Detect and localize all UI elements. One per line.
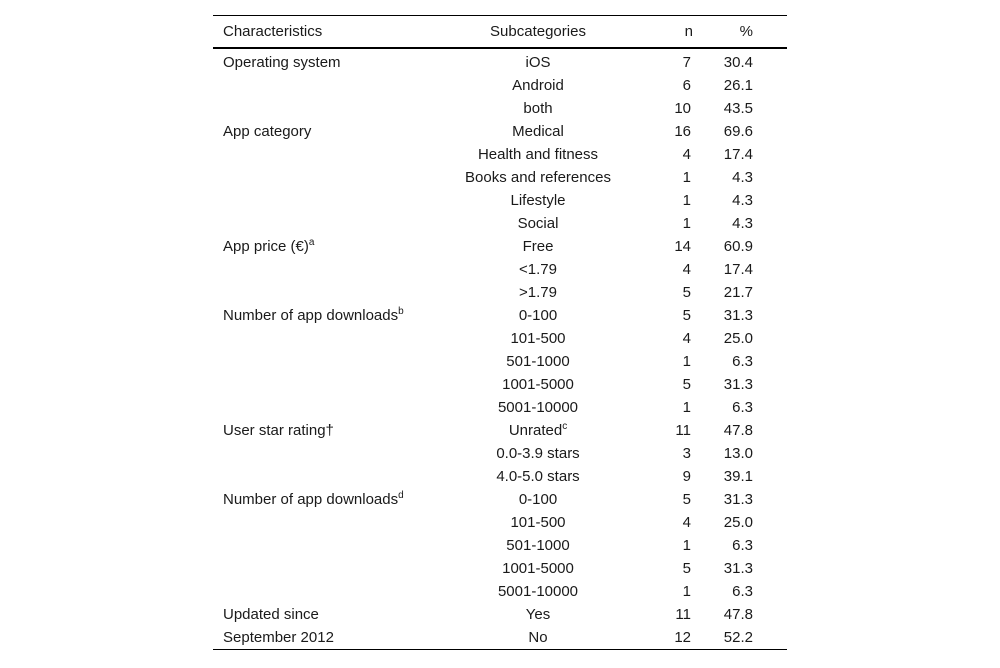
header-subcategories: Subcategories: [431, 16, 645, 48]
header-n: n: [645, 16, 709, 48]
characteristic-cell: [213, 603, 431, 626]
characteristic-cell: [213, 48, 431, 74]
subcategory-label: 101-500: [510, 513, 566, 531]
table-row: [213, 189, 787, 212]
characteristic-cell: [213, 120, 431, 143]
footnote-marker: c: [562, 420, 568, 432]
table-row: [213, 281, 787, 304]
percent-cell: 39.1: [723, 467, 753, 485]
count-cell: 4: [682, 329, 691, 347]
percent-cell: 31.3: [723, 490, 753, 508]
subcategory-label: 101-500: [510, 329, 566, 347]
subcategory-cell: [431, 258, 645, 281]
subcategory-cell: [431, 166, 645, 189]
footnote-marker: d: [398, 489, 404, 501]
percent-cell: 43.5: [723, 99, 753, 117]
characteristic-cell: [213, 396, 431, 419]
count-cell: 10: [674, 99, 691, 117]
subcategory-label: 0-100: [518, 490, 558, 508]
table-row: [213, 488, 787, 511]
subcategory-label: Health and fitness: [477, 145, 599, 163]
table-body: [213, 48, 787, 650]
characteristic-cell: [213, 166, 431, 189]
subcategory-label: Yes: [525, 605, 551, 623]
percent-cell: 6.3: [732, 536, 753, 554]
subcategory-cell: [431, 281, 645, 304]
table-row: [213, 419, 787, 442]
subcategory-cell: [431, 143, 645, 166]
characteristic-cell: [213, 74, 431, 97]
subcategory-label: No: [528, 628, 548, 646]
count-cell: 1: [682, 168, 691, 186]
table-row: [213, 603, 787, 626]
subcategory-label: 501-1000: [506, 352, 570, 370]
characteristic-cell: [213, 373, 431, 396]
header-percent: %: [709, 16, 787, 48]
table-row: [213, 442, 787, 465]
count-cell: 1: [682, 582, 691, 600]
header-characteristics: Characteristics: [213, 16, 431, 48]
count-cell: 5: [682, 306, 691, 324]
characteristic-cell: [213, 557, 431, 580]
percent-cell: 60.9: [723, 237, 753, 255]
subcategory-cell: [431, 396, 645, 419]
subcategory-cell: [431, 327, 645, 350]
subcategory-cell: [431, 120, 645, 143]
percent-cell: 4.3: [732, 168, 753, 186]
characteristic-label: Number of app downloads: [223, 306, 399, 324]
subcategory-label: Unrated: [508, 421, 563, 439]
characteristic-cell: [213, 143, 431, 166]
characteristic-cell: [213, 97, 431, 120]
subcategory-label: 4.0-5.0 stars: [496, 467, 580, 485]
percent-cell: 17.4: [723, 260, 753, 278]
characteristic-cell: [213, 511, 431, 534]
table-header: [213, 16, 787, 48]
characteristic-cell: [213, 626, 431, 650]
percent-cell: 30.4: [723, 53, 753, 71]
percent-cell: 31.3: [723, 306, 753, 324]
subcategory-label: 5001-10000: [497, 398, 579, 416]
subcategory-cell: [431, 603, 645, 626]
count-cell: 4: [682, 145, 691, 163]
count-cell: 1: [682, 398, 691, 416]
characteristics-table: [213, 15, 787, 650]
subcategory-label: 5001-10000: [497, 582, 579, 600]
count-cell: 14: [674, 237, 691, 255]
characteristic-cell: [213, 419, 431, 442]
subcategory-label: Social: [517, 214, 559, 232]
subcategory-cell: [431, 304, 645, 327]
characteristic-cell: [213, 534, 431, 557]
subcategory-cell: [431, 74, 645, 97]
subcategory-cell: [431, 48, 645, 74]
percent-cell: 21.7: [723, 283, 753, 301]
footnote-marker: a: [308, 236, 315, 248]
count-cell: 1: [682, 536, 691, 554]
subcategory-label: Android: [512, 76, 564, 94]
table-row: [213, 120, 787, 143]
percent-cell: 31.3: [723, 559, 753, 577]
count-cell: 5: [682, 375, 691, 393]
subcategory-cell: [431, 350, 645, 373]
table-row: [213, 350, 787, 373]
count-cell: 4: [682, 260, 691, 278]
characteristic-label: Number of app downloads: [223, 490, 399, 508]
count-cell: 5: [682, 490, 691, 508]
percent-cell: 25.0: [723, 329, 753, 347]
count-cell: 3: [682, 444, 691, 462]
subcategory-label: iOS: [525, 53, 551, 71]
characteristic-label: Updated since: [223, 605, 319, 623]
percent-cell: 6.3: [732, 398, 753, 416]
percent-cell: 47.8: [723, 421, 753, 439]
subcategory-cell: [431, 580, 645, 603]
table-row: [213, 74, 787, 97]
count-cell: 11: [675, 421, 691, 439]
percent-cell: 4.3: [732, 191, 753, 209]
table-row: [213, 511, 787, 534]
count-cell: 6: [682, 76, 691, 94]
subcategory-label: 501-1000: [506, 536, 570, 554]
characteristic-cell: [213, 281, 431, 304]
header-row: [213, 16, 787, 48]
subcategory-label: 1001-5000: [502, 375, 574, 393]
percent-cell: 4.3: [732, 214, 753, 232]
subcategory-label: both: [523, 99, 553, 117]
table-row: [213, 327, 787, 350]
subcategory-cell: [431, 465, 645, 488]
footnote-marker: b: [398, 305, 404, 317]
percent-cell: 25.0: [723, 513, 753, 531]
percent-cell: 52.2: [709, 626, 787, 650]
subcategory-label: Medical: [512, 122, 564, 140]
characteristic-label: User star rating†: [223, 421, 334, 439]
percent-cell: 69.6: [723, 122, 753, 140]
table-row: [213, 212, 787, 235]
percent-cell: 31.3: [723, 375, 753, 393]
subcategory-cell: [431, 419, 645, 442]
count-cell: 11: [675, 605, 691, 623]
characteristic-cell: [213, 580, 431, 603]
count-cell: 12: [645, 626, 709, 650]
characteristic-label: Operating system: [223, 53, 341, 71]
characteristic-cell: [213, 465, 431, 488]
characteristic-cell: [213, 488, 431, 511]
subcategory-label: 1001-5000: [502, 559, 574, 577]
characteristic-cell: [213, 304, 431, 327]
subcategory-cell: [431, 534, 645, 557]
characteristic-label: App price (€): [223, 237, 309, 255]
characteristic-label: September 2012: [223, 628, 334, 646]
percent-cell: 26.1: [723, 76, 753, 94]
characteristic-cell: [213, 235, 431, 258]
subcategory-cell: [431, 626, 645, 650]
subcategory-label: 0-100: [518, 306, 558, 324]
characteristic-cell: [213, 350, 431, 373]
table-row: [213, 166, 787, 189]
characteristic-cell: [213, 212, 431, 235]
subcategory-cell: [431, 189, 645, 212]
characteristic-label: App category: [223, 122, 312, 140]
subcategory-label: Books and references: [465, 168, 611, 186]
count-cell: 5: [682, 283, 691, 301]
table-row: [213, 373, 787, 396]
subcategory-cell: [431, 373, 645, 396]
count-cell: 1: [682, 352, 691, 370]
table-row: [213, 465, 787, 488]
count-cell: 16: [674, 122, 691, 140]
table-row: [213, 235, 787, 258]
characteristic-cell: [213, 442, 431, 465]
table-row: [213, 557, 787, 580]
characteristics-table-container: [213, 15, 787, 650]
subcategory-cell: [431, 511, 645, 534]
subcategory-label: <1.79: [519, 260, 557, 278]
subcategory-cell: [431, 212, 645, 235]
subcategory-cell: [431, 442, 645, 465]
percent-cell: 17.4: [723, 145, 753, 163]
table-row: [213, 626, 787, 650]
subcategory-cell: [431, 235, 645, 258]
characteristic-cell: [213, 258, 431, 281]
percent-cell: 13.0: [723, 444, 753, 462]
count-cell: 5: [682, 559, 691, 577]
table-row: [213, 534, 787, 557]
subcategory-label: Lifestyle: [510, 191, 566, 209]
percent-cell: 47.8: [723, 605, 753, 623]
subcategory-label: Free: [522, 237, 554, 255]
count-cell: 1: [682, 191, 691, 209]
table-row: [213, 258, 787, 281]
percent-cell: 6.3: [732, 582, 753, 600]
count-cell: 9: [682, 467, 691, 485]
table-row: [213, 304, 787, 327]
subcategory-cell: [431, 557, 645, 580]
count-cell: 4: [682, 513, 691, 531]
table-row: [213, 580, 787, 603]
count-cell: 7: [682, 53, 691, 71]
subcategory-cell: [431, 97, 645, 120]
subcategory-label: 0.0-3.9 stars: [496, 444, 580, 462]
table-row: [213, 143, 787, 166]
subcategory-label: >1.79: [519, 283, 557, 301]
percent-cell: 6.3: [732, 352, 753, 370]
table-row: [213, 396, 787, 419]
table-row: [213, 48, 787, 74]
characteristic-cell: [213, 327, 431, 350]
characteristic-cell: [213, 189, 431, 212]
subcategory-cell: [431, 488, 645, 511]
count-cell: 1: [682, 214, 691, 232]
table-row: [213, 97, 787, 120]
